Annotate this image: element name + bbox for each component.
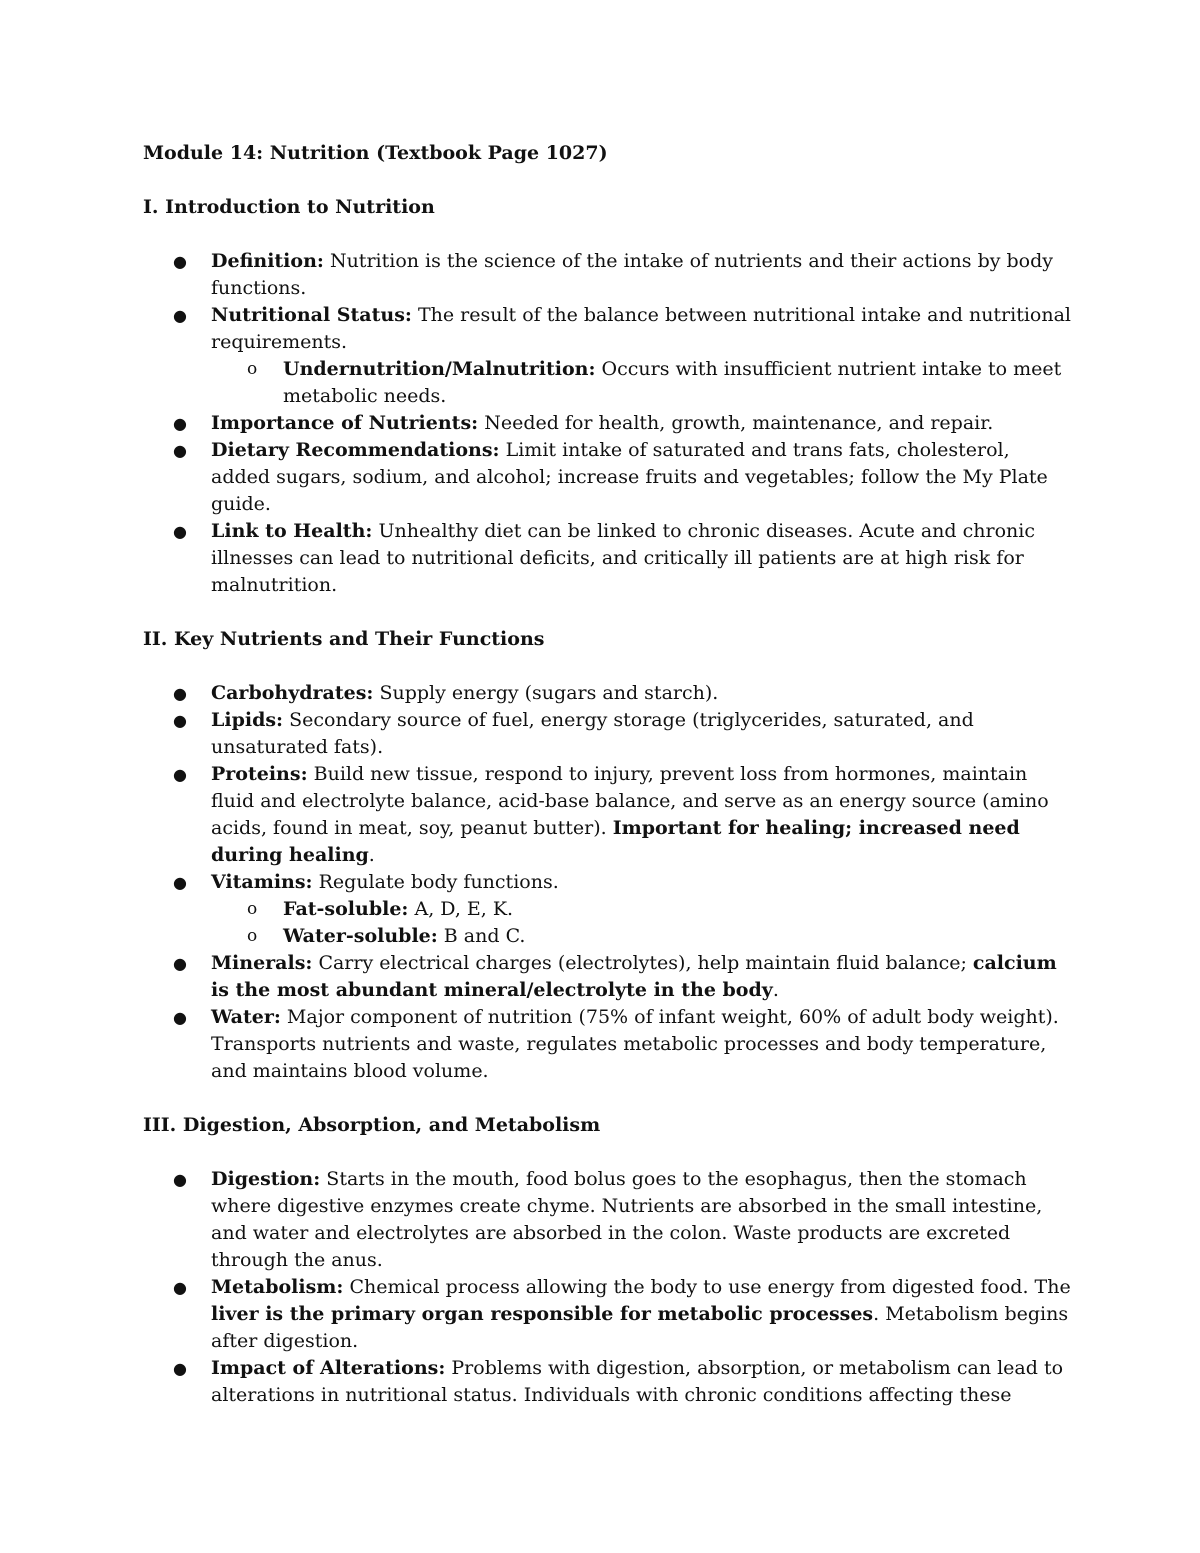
item-text: Nutrition is the science of the intake of nutrients and their actions by body functions. [211, 250, 1054, 299]
item-term: Link to Health: [211, 520, 373, 542]
sub-bullet-icon: o [247, 359, 258, 379]
item-term: Impact of Alterations: [211, 1357, 446, 1379]
document-page [143, 140, 1073, 1436]
bullet-icon: ● [173, 1008, 187, 1027]
list-item [143, 248, 1073, 302]
item-text: Needed for health, growth, maintenance, and repair. [478, 412, 994, 434]
list-item [143, 1274, 1073, 1355]
item-text: Unhealthy diet can be linked to chronic diseases. Acute and chronic illnesses can lead to nutritional deficits, and critically ill patients are at high risk for malnutrition. [211, 520, 1035, 596]
bullet-icon: ● [173, 684, 187, 703]
list-item [143, 518, 1073, 599]
sub-list-item [211, 356, 1073, 410]
item-tail: . [772, 979, 779, 1001]
list-item [143, 1166, 1073, 1274]
section-heading-introduction: I. Introduction to Nutrition [143, 196, 435, 218]
bullet-icon: ● [173, 765, 187, 784]
item-text: Chemical process allowing the body to use energy from digested food. The [343, 1276, 1071, 1298]
bullet-icon: ● [173, 954, 187, 973]
item-text: Problems with digestion, absorption, or metabolism can lead to alterations in nutritional status. Individuals with chronic conditions affecting these [211, 1357, 1064, 1406]
item-term: Nutritional Status: [211, 304, 412, 326]
list-item [143, 1004, 1073, 1085]
item-term: Carbohydrates: [211, 682, 374, 704]
bullet-list-key-nutrients [143, 680, 1073, 1085]
list-item [143, 680, 1073, 707]
item-text: Regulate body functions. [312, 871, 559, 893]
section-heading-digestion: III. Digestion, Absorption, and Metabolism [143, 1114, 601, 1136]
item-text: Starts in the mouth, food bolus goes to the esophagus, then the stomach where digestive enzymes create chyme. Nutrients are absorbed in the small intestine, and water and electrolytes are absorbed in the colon. Waste products are excreted through the anus. [211, 1168, 1043, 1271]
list-item [143, 761, 1073, 869]
section-heading-key-nutrients: II. Key Nutrients and Their Functions [143, 628, 545, 650]
bullet-icon: ● [173, 414, 187, 433]
item-term: Importance of Nutrients: [211, 412, 479, 434]
item-emphasis: calcium is the most abundant mineral/electrolyte in the body [211, 952, 1057, 1001]
list-item [143, 869, 1073, 950]
list-item [143, 410, 1073, 437]
item-term: Vitamins: [211, 871, 313, 893]
item-text: Secondary source of fuel, energy storage (triglycerides, saturated, and unsaturated fats). [211, 709, 974, 758]
list-item [143, 950, 1073, 1004]
list-item [143, 707, 1073, 761]
bullet-icon: ● [173, 1170, 187, 1189]
item-text: The result of the balance between nutritional intake and nutritional requirements. [211, 304, 1072, 353]
document-title: Module 14: Nutrition (Textbook Page 1027) [143, 142, 608, 164]
item-emphasis: Important for healing; increased need during healing [211, 817, 1020, 866]
list-item [143, 1355, 1073, 1409]
item-term: Fat-soluble: [283, 898, 409, 920]
bullet-icon: ● [173, 1359, 187, 1378]
sub-list-item [211, 896, 1073, 923]
item-term: Lipids: [211, 709, 284, 731]
sub-list [211, 896, 1073, 950]
bullet-icon: ● [173, 306, 187, 325]
item-text: A, D, E, K. [408, 898, 514, 920]
item-emphasis: liver is the primary organ responsible for metabolic processes [211, 1303, 874, 1325]
sub-bullet-icon: o [247, 926, 258, 946]
item-term: Water-soluble: [283, 925, 438, 947]
sub-bullet-icon: o [247, 899, 258, 919]
bullet-icon: ● [173, 522, 187, 541]
sub-list-item [211, 923, 1073, 950]
item-term: Digestion: [211, 1168, 321, 1190]
sub-list [211, 356, 1073, 410]
bullet-list-introduction [143, 248, 1073, 599]
item-term: Definition: [211, 250, 324, 272]
bullet-list-digestion [143, 1166, 1073, 1409]
item-term: Undernutrition/Malnutrition: [283, 358, 596, 380]
item-text: B and C. [437, 925, 526, 947]
bullet-icon: ● [173, 711, 187, 730]
bullet-icon: ● [173, 1278, 187, 1297]
item-text: Carry electrical charges (electrolytes), help maintain fluid balance; [312, 952, 973, 974]
item-text: Limit intake of saturated and trans fats, cholesterol, added sugars, sodium, and alcohol; increase fruits and vegetables; follow the My Plate guide. [211, 439, 1048, 515]
bullet-icon: ● [173, 873, 187, 892]
item-term: Metabolism: [211, 1276, 344, 1298]
item-term: Water: [211, 1006, 281, 1028]
item-text: Occurs with insufficient nutrient intake to meet metabolic needs. [283, 358, 1062, 407]
item-term: Proteins: [211, 763, 308, 785]
list-item [143, 302, 1073, 410]
item-text: Supply energy (sugars and starch). [373, 682, 719, 704]
item-text: Build new tissue, respond to injury, prevent loss from hormones, maintain fluid and electrolyte balance, acid-base balance, and serve as an energy source (amino acids, found in meat, soy, peanut butter). [211, 763, 1049, 839]
item-term: Minerals: [211, 952, 313, 974]
item-tail: . [368, 844, 375, 866]
list-item [143, 437, 1073, 518]
bullet-icon: ● [173, 252, 187, 271]
item-text: Major component of nutrition (75% of infant weight, 60% of adult body weight). Transports nutrients and waste, regulates metabolic processes and body temperature, and maintains blood volume. [211, 1006, 1059, 1082]
item-term: Dietary Recommendations: [211, 439, 500, 461]
item-tail: . Metabolism begins after digestion. [211, 1303, 1069, 1352]
bullet-icon: ● [173, 441, 187, 460]
